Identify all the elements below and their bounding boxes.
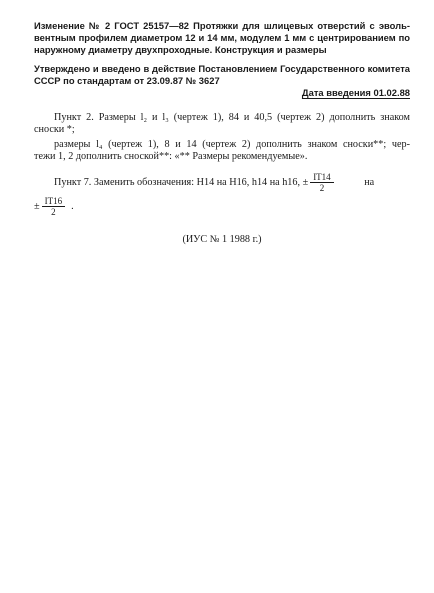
fraction-it14	[310, 172, 334, 193]
point2-line-3: размеры l₄ (чертеж 1), 8 и 14 (чертеж 2) дополнить знаком сноски**; чер-	[54, 139, 410, 150]
point2-line-4: тежи 1, 2 дополнить сноской**: «** Размеры рекомендуемые».	[34, 151, 308, 162]
approval-line-2: СССР по стандартам от 23.09.87 № 3627	[34, 75, 220, 86]
effective-date	[34, 87, 410, 99]
header-line-1: Изменение № 2 ГОСТ 25157—82 Протяжки для шлицевых отверстий с эволь-	[34, 20, 410, 31]
fraction-it16	[42, 196, 66, 217]
point7-middle: на	[364, 177, 375, 188]
header-line-3: наружному диаметру двухпроходные. Конструкция и размеры	[34, 44, 327, 55]
point2-line-1: Пункт 2. Размеры l₂ и l₃ (чертеж 1), 84 и 40,5 (чертеж 2) дополнить знаком	[54, 112, 410, 123]
point7-line-2	[34, 194, 410, 220]
effective-date-text: Дата введения 01.02.88	[301, 87, 410, 98]
point2-line-2: сноски *;	[34, 124, 75, 135]
approval-line-1: Утверждено и введено в действие Постановлением Государственного комитета	[34, 63, 410, 74]
point7-pm: ±	[34, 201, 40, 212]
fraction-it16-numerator: IT16	[42, 196, 66, 207]
fraction-it14-numerator: IT14	[310, 172, 334, 183]
point7-suffix: .	[71, 201, 74, 212]
fraction-it16-denominator: 2	[51, 207, 56, 218]
fraction-it14-denominator: 2	[319, 183, 325, 194]
point7-line-1	[34, 170, 410, 196]
point7-prefix: Пункт 7. Заменить обозначения: H14 на H16, h14 на h16, ±	[54, 177, 309, 188]
source-reference: (ИУС № 1 1988 г.)	[182, 234, 262, 245]
header-line-2: вентным профилем диаметром 12 и 14 мм, модулем 1 мм с центрированием по	[34, 32, 410, 43]
